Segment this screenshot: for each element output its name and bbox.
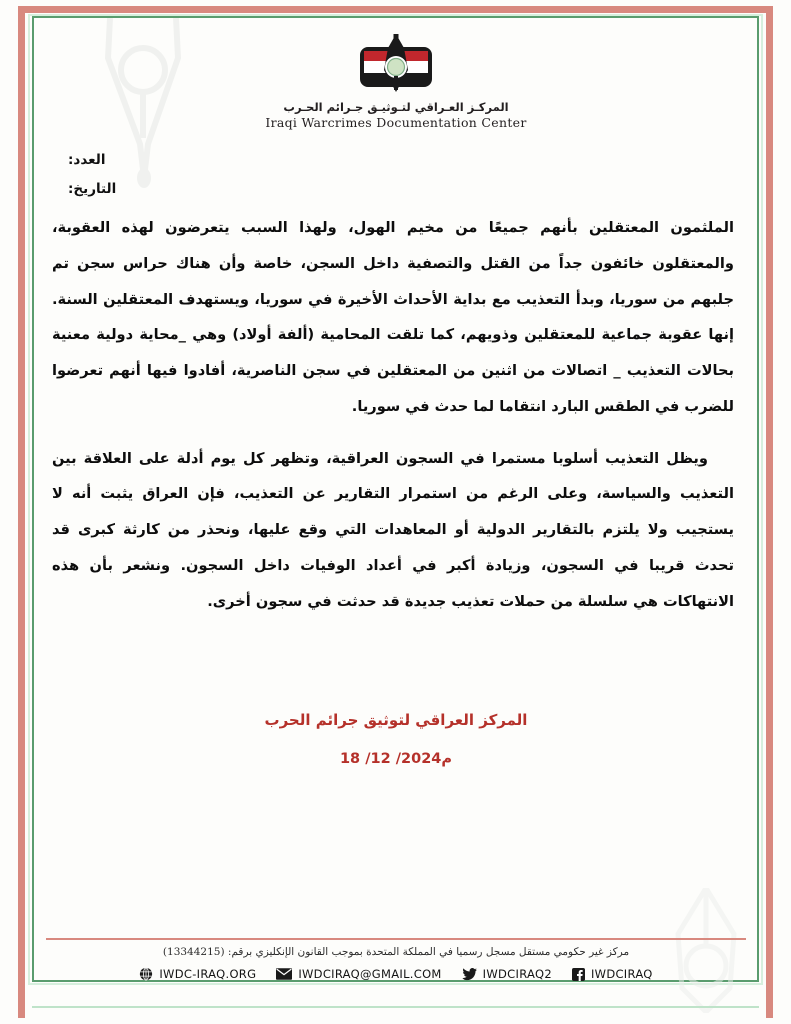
document-content: [46, 22, 746, 972]
social-link-facebook[interactable]: [572, 967, 653, 981]
organization-logo: [46, 22, 746, 130]
social-link-email[interactable]: [276, 967, 441, 981]
signature-date: 18 /12 /2024م: [339, 751, 453, 768]
social-label-facebook: IWDCIRAQ: [590, 967, 653, 981]
signature-block: [46, 711, 746, 767]
field-label-number: العدد:: [68, 152, 106, 168]
footer-green-divider: [32, 1006, 759, 1008]
signature-organization: المركز العراقي لتوثيق جرائم الحرب: [264, 711, 528, 730]
facebook-icon: [572, 968, 585, 981]
body-paragraph-1: الملثمون المعتقلين بأنهم جميعًا من مخيم الهول، ولهذا السبب يتعرضون لهذه العقوبة، والمعتقلون خائفون جداً من القتل والتصفية داخل السجن، خاصة وأن هناك حراس سجن تم جلبهم من سوريا، وبدأ التعذيب مع بداية الأحداث الأخيرة في سوريا، ويستهدف المعتقلين السنة. إنها عقوبة جماعية للمعتقلين وذويهم، كما تلقت المحامية (ألفة أولاد) وهي _محاية دولية معنية بحالات التعذيب _ اتصالات من اثنين من المعتقلين في سجن الناصرية، أفادوا فيها أنهم تعرضوا للضرب في الطقس البارد انتقاما لما حدث في سوريا.: [52, 219, 734, 415]
footer-social-links: [46, 967, 746, 981]
social-label-twitter: IWDCIRAQ2: [482, 967, 552, 981]
social-label-website: IWDC-IRAQ.ORG: [159, 967, 257, 981]
social-link-website[interactable]: [139, 967, 256, 981]
document-footer: [46, 938, 746, 981]
body-paragraph-2: ويظل التعذيب أسلوبا مستمرا في السجون العراقية، وتظهر كل يوم أدلة على العلاقة بين التعذيب والسياسة، وعلى الرغم من استمرار التقارير عن التعذيب، فإن العراق يثبت أنه لا يستجيب ولا يلتزم بالتقارير الدولية أو المعاهدات التي وقع عليها، ونحذر من كارثة كبرى قد تحدث قريبا في السجون، وزيادة أكبر في أعداد الوفيات داخل السجون. ونشعر بأن هذه الانتهاكات هي سلسلة من حملات تعذيب جديدة قد حدثت في سجون أخرى.: [52, 449, 734, 610]
logo-name-english: Iraqi Warcrimes Documentation Center: [265, 115, 527, 130]
footer-registration-note: مركز غير حكومي مستقل مسجل رسميا في المملكة المتحدة بموجب القانون الإنكليزي برقم: (13344215): [162, 946, 630, 958]
pen-nib-iraqi-flag-logo-icon: [348, 34, 444, 96]
document-body: [46, 210, 746, 619]
social-label-email: IWDCIRAQ@GMAIL.COM: [298, 967, 442, 981]
social-link-twitter[interactable]: [462, 967, 552, 981]
twitter-icon: [462, 968, 477, 981]
document-meta-fields: [46, 152, 746, 197]
globe-icon: [139, 967, 153, 981]
field-label-date: التاريخ:: [68, 181, 117, 197]
envelope-icon: [276, 968, 292, 980]
footer-divider: [46, 938, 746, 940]
logo-name-arabic: المركـز العـراقي لتـوثيـق جـرائم الحـرب: [283, 100, 509, 114]
